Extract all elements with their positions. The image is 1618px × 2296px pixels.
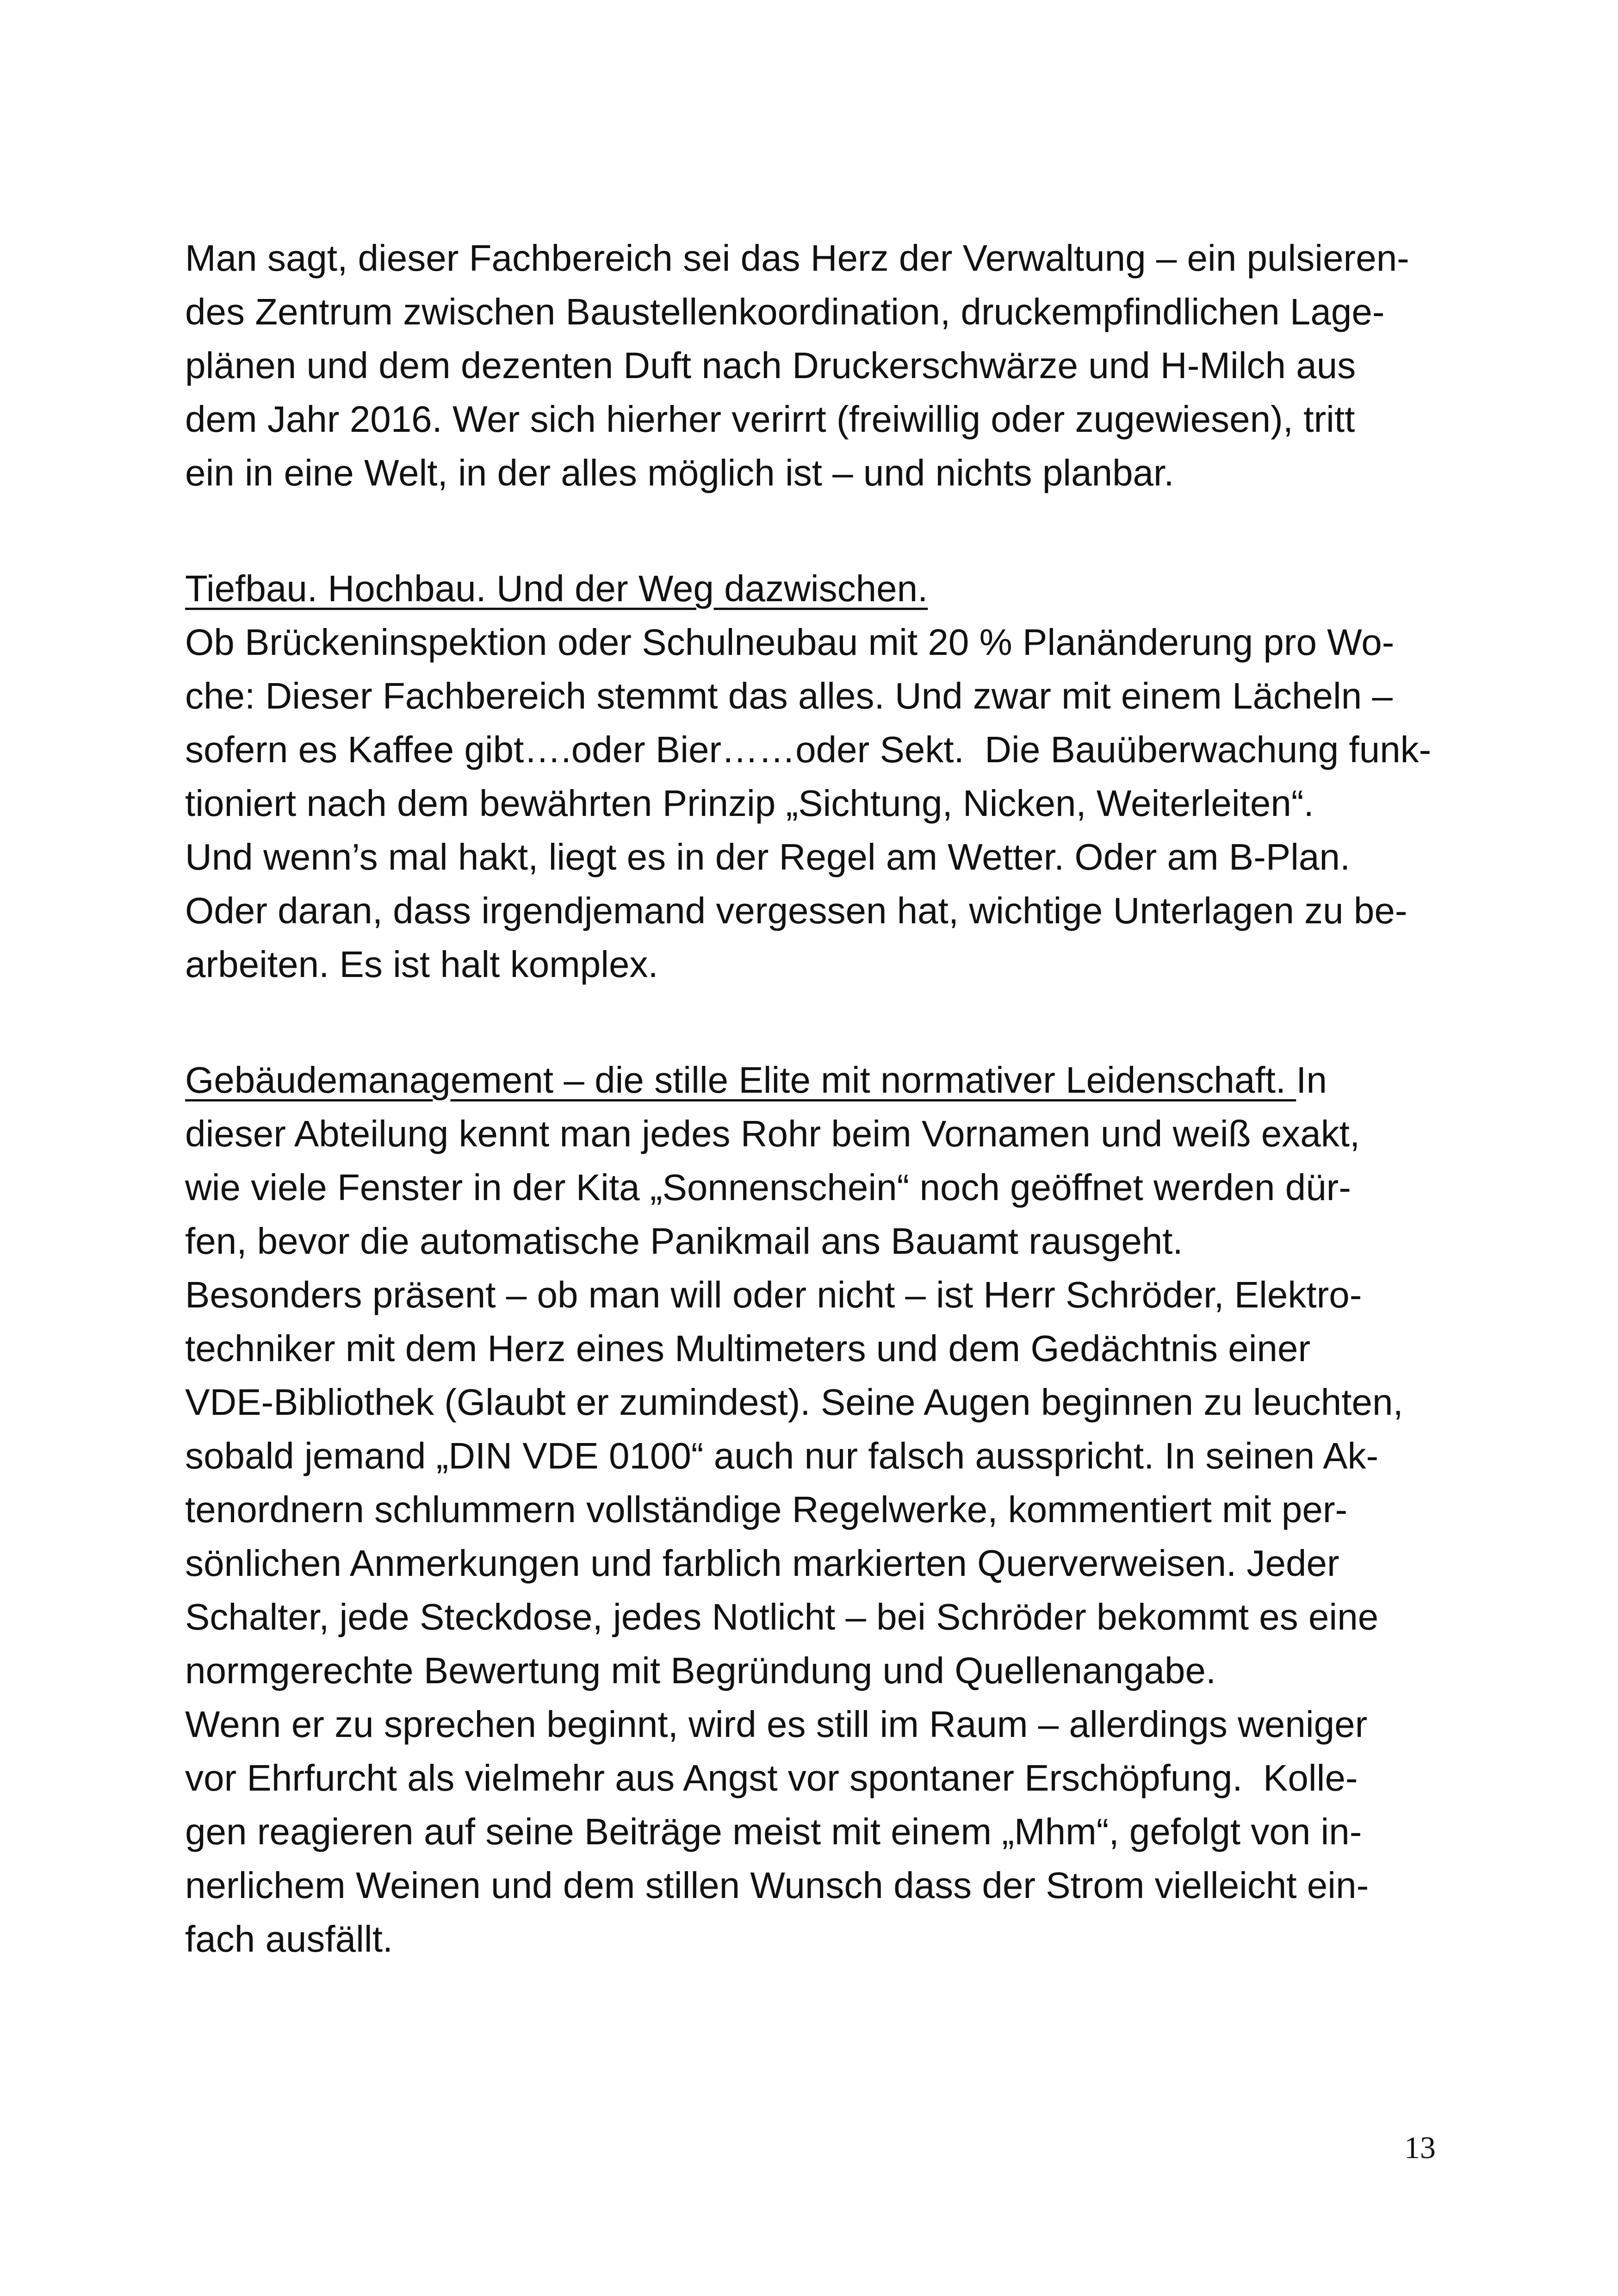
gebaeude-line: wie viele Fenster in der Kita „Sonnenschein“ noch geöffnet werden dür-: [185, 1167, 1351, 1208]
tiefbau-line: Und wenn’s mal hakt, liegt es in der Regel am Wetter. Oder am B-Plan.: [185, 836, 1351, 877]
gebaeude-line: VDE-Bibliothek (Glaubt er zumindest). Seine Augen beginnen zu leuchten,: [185, 1381, 1403, 1423]
tiefbau-line: Oder daran, dass irgendjemand vergessen hat, wichtige Unterlagen zu be-: [185, 890, 1407, 931]
gebaeude-line: Wenn er zu sprechen beginnt, wird es still im Raum – allerdings weniger: [185, 1704, 1368, 1745]
gebaeude-line: vor Ehrfurcht als vielmehr aus Angst vor spontaner Erschöpfung. Kolle-: [185, 1757, 1358, 1798]
paragraph1-line: ein in eine Welt, in der alles möglich ist – und nichts planbar.: [185, 452, 1174, 493]
gebaeude-line: sönlichen Anmerkungen und farblich markierten Querverweisen. Jeder: [185, 1543, 1339, 1584]
gebaeude-heading-line: [185, 1059, 1327, 1101]
paragraph1-line: des Zentrum zwischen Baustellenkoordination, druckempfindlichen Lage-: [185, 291, 1385, 332]
gebaeude-line: normgerechte Bewertung mit Begründung und Quellenangabe.: [185, 1650, 1216, 1691]
gebaeude-line: gen reagieren auf seine Beiträge meist mit einem „Mhm“, gefolgt von in-: [185, 1811, 1362, 1852]
tiefbau-line: arbeiten. Es ist halt komplex.: [185, 944, 658, 985]
gebaeude-line: Schalter, jede Steckdose, jedes Notlicht – bei Schröder bekommt es eine: [185, 1596, 1379, 1637]
page-number: 13: [1404, 2130, 1436, 2165]
section-heading-tiefbau: Tiefbau. Hochbau. Und der Weg dazwischen.: [185, 568, 928, 609]
tiefbau-line: tioniert nach dem bewährten Prinzip „Sichtung, Nicken, Weiterleiten“.: [185, 783, 1314, 824]
gebaeude-line: fen, bevor die automatische Panikmail ans Bauamt rausgeht.: [185, 1220, 1183, 1262]
tiefbau-line: Ob Brückeninspektion oder Schulneubau mit 20 % Planänderung pro Wo-: [185, 622, 1395, 663]
gebaeude-line: sobald jemand „DIN VDE 0100“ auch nur falsch ausspricht. In seinen Ak-: [185, 1435, 1379, 1476]
paragraph1-line: plänen und dem dezenten Duft nach Druckerschwärze und H-Milch aus: [185, 345, 1356, 386]
paragraph1-line: dem Jahr 2016. Wer sich hierher verirrt (freiwillig oder zugewiesen), tritt: [185, 398, 1355, 440]
gebaeude-line: tenordnern schlummern vollständige Regelwerke, kommentiert mit per-: [185, 1489, 1348, 1530]
gebaeude-line: fach ausfällt.: [185, 1918, 393, 1960]
gebaeude-line: Besonders präsent – ob man will oder nicht – ist Herr Schröder, Elektro-: [185, 1274, 1362, 1315]
gebaeude-heading-tail: In: [1296, 1059, 1327, 1101]
tiefbau-line: che: Dieser Fachbereich stemmt das alles. Und zwar mit einem Lächeln –: [185, 675, 1393, 716]
gebaeude-line: nerlichem Weinen und dem stillen Wunsch dass der Strom vielleicht ein-: [185, 1865, 1369, 1906]
section-heading-gebaeude: Gebäudemanagement – die stille Elite mit normativer Leidenschaft.: [185, 1059, 1296, 1101]
paragraph1-line: Man sagt, dieser Fachbereich sei das Herz der Verwaltung – ein pulsieren-: [185, 237, 1409, 279]
tiefbau-line: sofern es Kaffee gibt….oder Bier……oder Sekt. Die Bauüberwachung funk-: [185, 729, 1432, 770]
gebaeude-line: techniker mit dem Herz eines Multimeters und dem Gedächtnis einer: [185, 1328, 1311, 1369]
gebaeude-line: dieser Abteilung kennt man jedes Rohr beim Vornamen und weiß exakt,: [185, 1113, 1360, 1154]
